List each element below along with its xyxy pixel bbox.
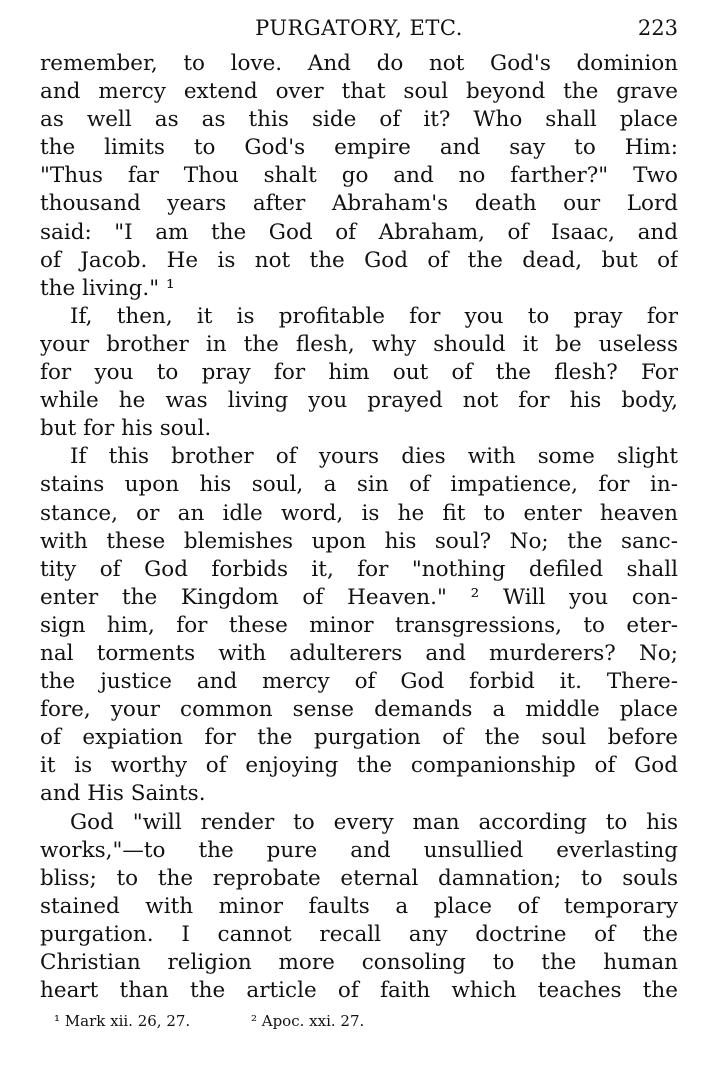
- text-line: while he was living you prayed not for his body,: [40, 388, 678, 414]
- footnote-1: ¹ Mark xii. 26, 27.: [54, 1012, 191, 1031]
- text-line: stains upon his soul, a sin of impatience, for in-: [40, 472, 678, 498]
- text-line: "Thus far Thou shalt go and no farther?" Two: [40, 163, 678, 189]
- text-line: for you to pray for him out of the flesh? For: [40, 360, 678, 386]
- text-line: stained with minor faults a place of temporary: [40, 893, 678, 919]
- text-line: the justice and mercy of God forbid it. There-: [40, 669, 678, 695]
- text-line: with these blemishes upon his soul? No; the sanc-: [40, 528, 678, 554]
- page-number: 223: [637, 16, 678, 40]
- text-line: heart than the article of faith which teaches the: [40, 978, 678, 1004]
- text-line: of expiation for the purgation of the soul before: [40, 725, 678, 751]
- text-line: God "will render to every man according to his: [70, 809, 678, 835]
- text-line: works,"—to the pure and unsullied everlasting: [40, 837, 678, 863]
- text-line: If, then, it is profitable for you to pray for: [70, 303, 678, 329]
- body-text: [40, 50, 678, 1005]
- paragraph-2: [40, 303, 678, 443]
- text-line: of Jacob. He is not the God of the dead, but of: [40, 247, 678, 273]
- text-line: enter the Kingdom of Heaven." ² Will you con-: [40, 584, 678, 610]
- text-line: Christian religion more consoling to the human: [40, 950, 678, 975]
- text-line: stance, or an idle word, is he fit to enter heaven: [40, 500, 678, 526]
- text-line: sign him, for these minor transgressions, to eter-: [40, 612, 678, 638]
- text-line: your brother in the flesh, why should it be useless: [40, 331, 678, 357]
- book-page: [40, 10, 678, 1031]
- text-line: bliss; to the reprobate eternal damnation; to souls: [40, 865, 678, 891]
- text-line: said: "I am the God of Abraham, of Isaac, and: [40, 219, 678, 245]
- text-line: remember, to love. And do not God's dominion: [40, 51, 678, 76]
- running-title: PURGATORY, ETC.: [255, 16, 463, 40]
- text-line: nal torments with adulterers and murderers? No;: [40, 640, 678, 666]
- paragraph-1: [40, 50, 678, 303]
- text-line: as well as as this side of it? Who shall place: [40, 107, 678, 133]
- text-line: the limits to God's empire and say to Him:: [40, 135, 678, 161]
- paragraph-4: [40, 809, 678, 1006]
- text-line: If this brother of yours dies with some slight: [70, 444, 678, 470]
- text-line: but for his soul.: [40, 416, 212, 442]
- text-line: and His Saints.: [40, 781, 206, 807]
- footnote-2: ² Apoc. xxi. 27.: [250, 1012, 365, 1031]
- paragraph-3: [40, 443, 678, 808]
- text-line: thousand years after Abraham's death our Lord: [40, 191, 678, 217]
- text-line: purgation. I cannot recall any doctrine of the: [40, 921, 678, 947]
- running-header: [40, 10, 678, 46]
- text-line: the living." ¹: [40, 275, 175, 301]
- text-line: and mercy extend over that soul beyond the grave: [40, 79, 678, 105]
- text-line: tity of God forbids it, for "nothing defiled shall: [40, 556, 678, 582]
- text-line: fore, your common sense demands a middle place: [40, 697, 678, 723]
- text-line: it is worthy of enjoying the companionship of God: [40, 753, 678, 779]
- footnotes: [40, 1011, 678, 1031]
